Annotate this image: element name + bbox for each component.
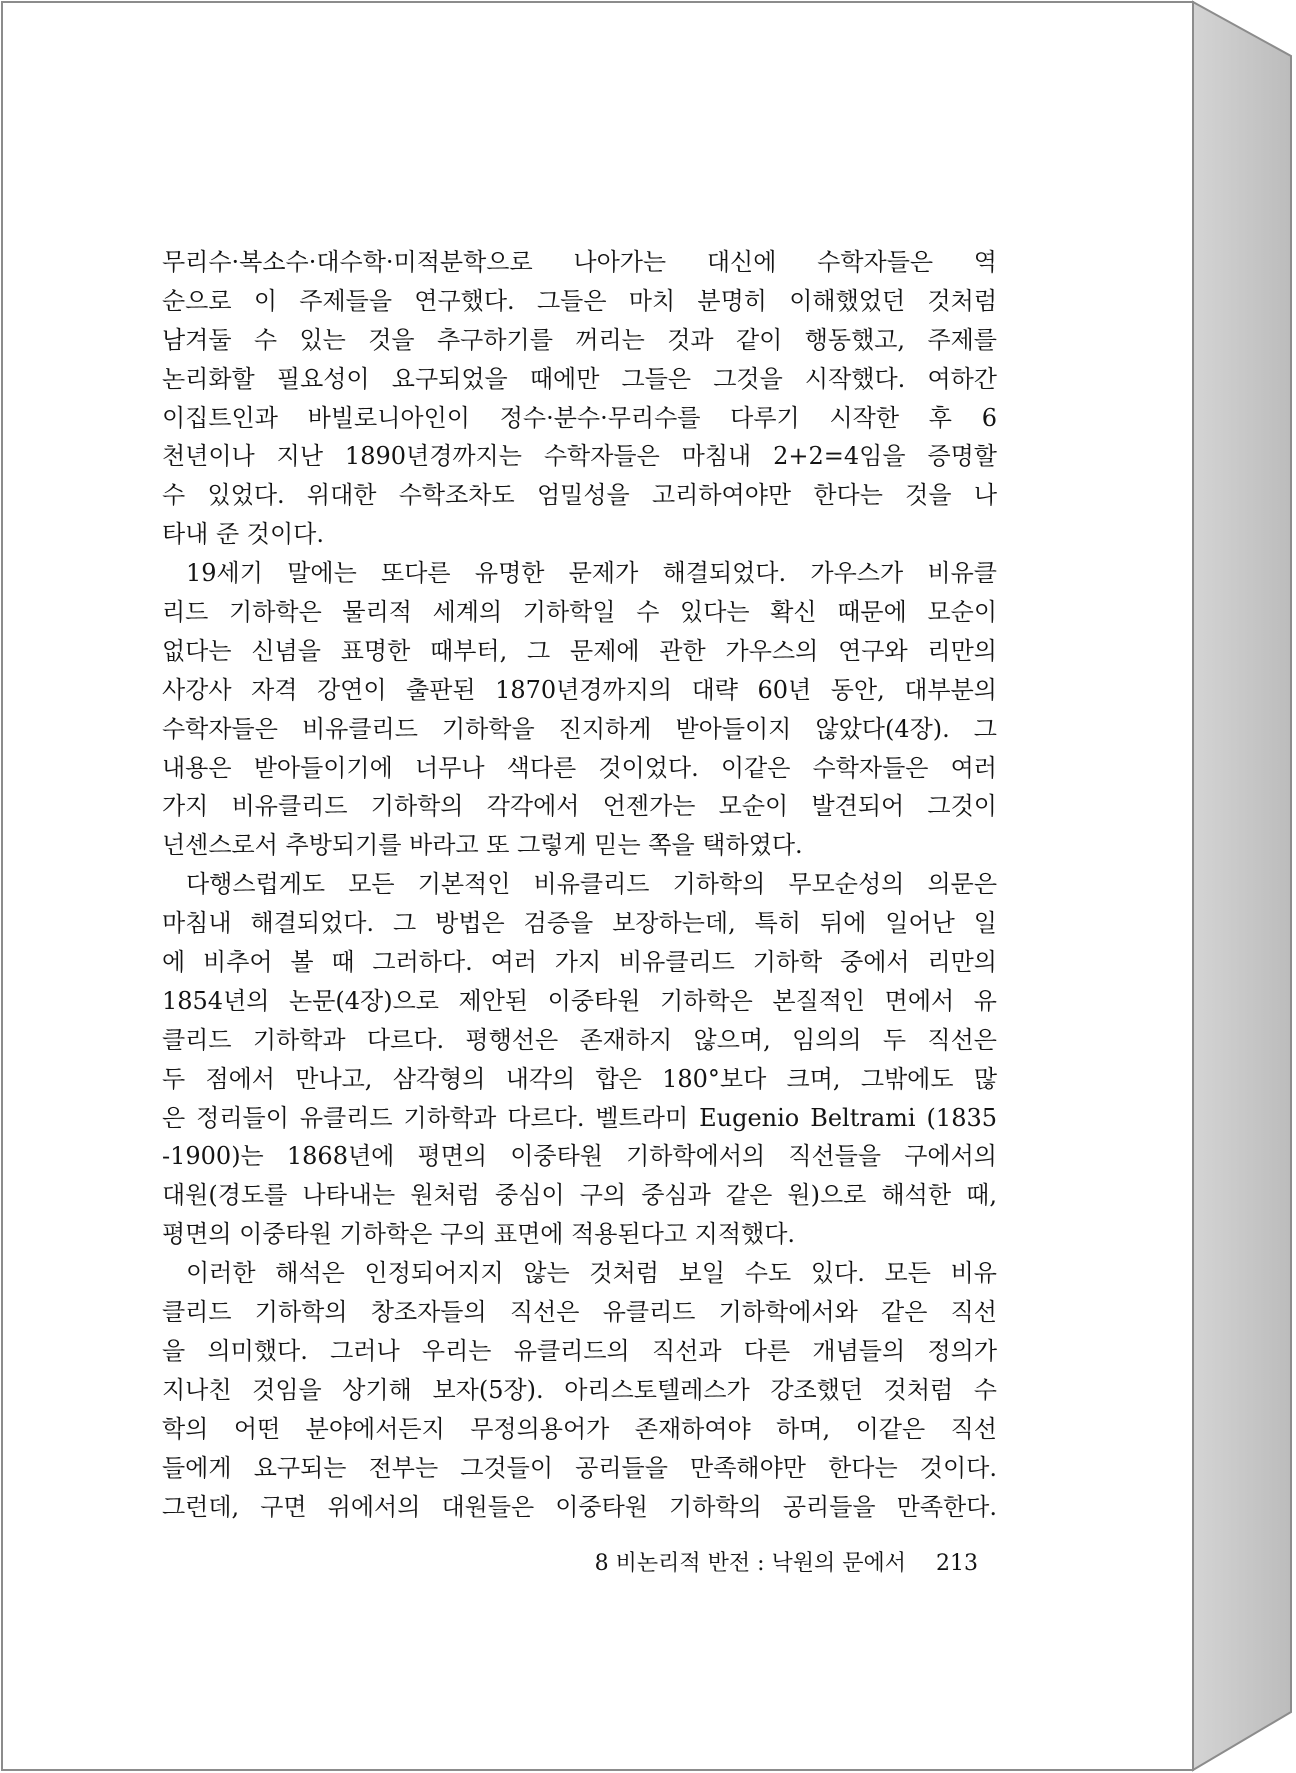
text-line: 논리화할 필요성이 요구되었을 때에만 그들은 그것을 시작했다. 여하간: [162, 364, 997, 393]
text-line: 없다는 신념을 표명한 때부터, 그 문제에 관한 가우스의 연구와 리만의: [162, 636, 997, 665]
text-line: 수 있었다. 위대한 수학조차도 엄밀성을 고리하여야만 한다는 것을 나: [162, 481, 997, 510]
text-line: 타내 준 것이다.: [162, 520, 324, 549]
text-line: 내용은 받아들이기에 너무나 색다른 것이었다. 이같은 수학자들은 여러: [162, 753, 997, 782]
text-line: 은 정리들이 유클리드 기하학과 다르다. 벨트라미 Eugenio Beltrami (1835: [162, 1103, 997, 1132]
text-line: 수학자들은 비유클리드 기하학을 진지하게 받아들이지 않았다(4장). 그: [162, 714, 997, 743]
text-line: 두 점에서 만나고, 삼각형의 내각의 합은 180°보다 크며, 그밖에도 많: [162, 1064, 997, 1093]
text-line: 지나친 것임을 상기해 보자(5장). 아리스토텔레스가 강조했던 것처럼 수: [162, 1375, 997, 1404]
page-edge: [1193, 2, 1291, 1770]
text-line: 다행스럽게도 모든 기본적인 비유클리드 기하학의 무모순성의 의문은: [186, 870, 997, 899]
text-line: 이러한 해석은 인정되어지지 않는 것처럼 보일 수도 있다. 모든 비유: [186, 1259, 997, 1288]
paragraph: [162, 554, 997, 865]
page-footer: [595, 1549, 978, 1579]
text-line: 1854년의 논문(4장)으로 제안된 이중타원 기하학은 본질적인 면에서 유: [162, 986, 997, 1015]
page-number: 213: [936, 1551, 978, 1576]
text-line: 천년이나 지난 1890년경까지는 수학자들은 마침내 2+2=4임을 증명할: [162, 442, 997, 471]
text-line: 가지 비유클리드 기하학의 각각에서 언젠가는 모순이 발견되어 그것이: [162, 792, 997, 821]
text-line: 사강사 자격 강연이 출판된 1870년경까지의 대략 60년 동안, 대부분의: [162, 675, 997, 704]
text-line: 클리드 기하학과 다르다. 평행선은 존재하지 않으며, 임의의 두 직선은: [162, 1025, 997, 1054]
text-line: 대원(경도를 나타내는 원처럼 중심이 구의 중심과 같은 원)으로 해석한 때,: [162, 1181, 997, 1210]
text-line: 마침내 해결되었다. 그 방법은 검증을 보장하는데, 특히 뒤에 일어난 일: [162, 909, 997, 938]
text-line: 19세기 말에는 또다른 유명한 문제가 해결되었다. 가우스가 비유클: [186, 559, 997, 588]
text-line: 순으로 이 주제들을 연구했다. 그들은 마치 분명히 이해했었던 것처럼: [162, 286, 997, 315]
text-line: 이집트인과 바빌로니아인이 정수·분수·무리수를 다루기 시작한 후 6: [162, 403, 997, 432]
text-line: 무리수·복소수·대수학·미적분학으로 나아가는 대신에 수학자들은 역: [162, 248, 997, 276]
paragraph: [162, 243, 997, 554]
text-line: 남겨둘 수 있는 것을 추구하기를 꺼리는 것과 같이 행동했고, 주제를: [162, 325, 997, 354]
text-line: 학의 어떤 분야에서든지 무정의용어가 존재하여야 하며, 이같은 직선: [162, 1414, 997, 1443]
body-text: [162, 243, 997, 1526]
text-line: 들에게 요구되는 전부는 그것들이 공리들을 만족해야만 한다는 것이다.: [162, 1453, 997, 1482]
running-head: 8 비논리적 반전 : 낙원의 문에서: [594, 1551, 906, 1576]
text-line: 클리드 기하학의 창조자들의 직선은 유클리드 기하학에서와 같은 직선: [162, 1298, 997, 1327]
text-line: 평면의 이중타원 기하학은 구의 표면에 적용된다고 지적했다.: [162, 1220, 796, 1249]
text-line: 그런데, 구면 위에서의 대원들은 이중타원 기하학의 공리들을 만족한다.: [162, 1492, 997, 1521]
paragraph: [162, 865, 997, 1254]
text-line: -1900)는 1868년에 평면의 이중타원 기하학에서의 직선들을 구에서의: [162, 1142, 997, 1171]
text-line: 에 비추어 볼 때 그러하다. 여러 가지 비유클리드 기하학 중에서 리만의: [162, 948, 997, 977]
text-line: 리드 기하학은 물리적 세계의 기하학일 수 있다는 확신 때문에 모순이: [162, 598, 997, 627]
paragraph: [162, 1254, 997, 1526]
text-line: 넌센스로서 추방되기를 바라고 또 그렇게 믿는 쪽을 택하였다.: [162, 831, 803, 860]
text-line: 을 의미했다. 그러나 우리는 유클리드의 직선과 다른 개념들의 정의가: [162, 1336, 997, 1365]
